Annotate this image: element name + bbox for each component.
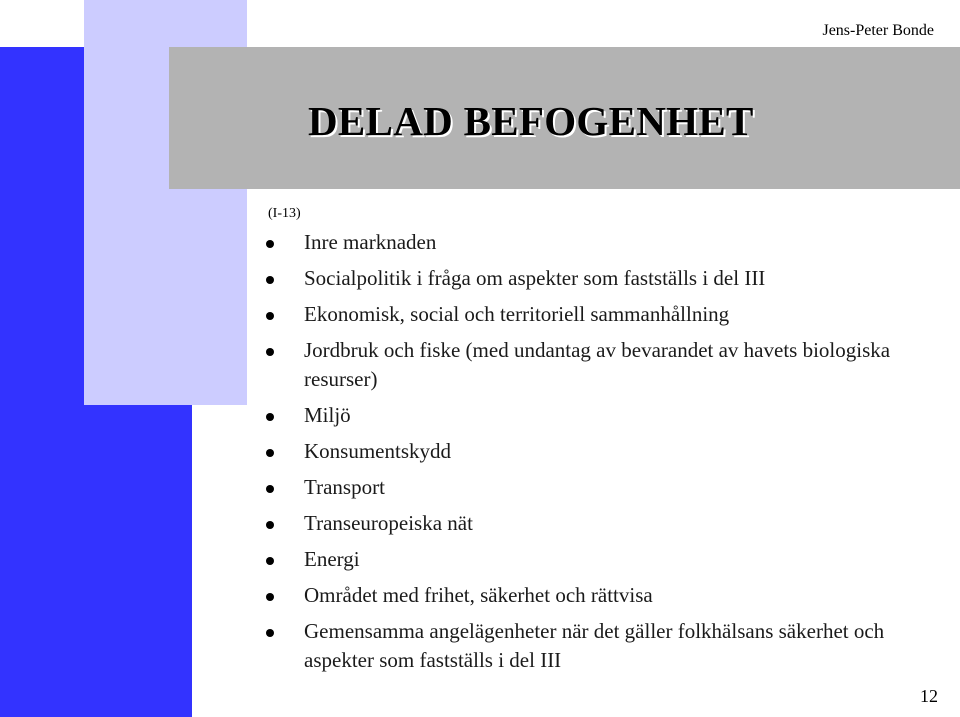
bullet-item	[262, 401, 922, 430]
bullet-item	[262, 264, 922, 293]
bullet-item	[262, 617, 922, 675]
slide-title: DELAD BEFOGENHET	[308, 98, 754, 144]
bullet-text: Jordbruk och fiske (med undantag av bevarandet av havets biologiska resurser)	[304, 338, 891, 391]
bullet-text: Transport	[304, 475, 385, 499]
bullet-text: Gemensamma angelägenheter när det gäller folkhälsans säkerhet och aspekter som fastställs i del III	[304, 619, 885, 672]
bullet-item	[262, 545, 922, 574]
bullet-icon	[266, 557, 274, 565]
bullet-text: Konsumentskydd	[304, 439, 451, 463]
page-number: 12	[920, 686, 938, 706]
reference-label: (I-13)	[268, 206, 301, 221]
bullet-text: Transeuropeiska nät	[304, 511, 473, 535]
bullet-icon	[266, 240, 274, 248]
bullet-icon	[266, 629, 274, 637]
bullet-text: Området med frihet, säkerhet och rättvisa	[304, 583, 653, 607]
bullet-item	[262, 509, 922, 538]
author-name: Jens-Peter Bonde	[822, 22, 934, 39]
bullet-text: Inre marknaden	[304, 230, 437, 254]
bullet-icon	[266, 276, 274, 284]
bullet-item	[262, 437, 922, 466]
bullet-text: Ekonomisk, social och territoriell sammanhållning	[304, 302, 730, 326]
bullet-item	[262, 473, 922, 502]
bullet-icon	[266, 312, 274, 320]
bullet-icon	[266, 413, 274, 421]
bullet-text: Miljö	[304, 403, 351, 427]
bullet-item	[262, 581, 922, 610]
bullet-icon	[266, 521, 274, 529]
bullet-icon	[266, 449, 274, 457]
bullet-list	[262, 228, 922, 682]
bullet-item	[262, 300, 922, 329]
bullet-item	[262, 336, 922, 394]
bullet-item	[262, 228, 922, 257]
bullet-text: Energi	[304, 547, 360, 571]
bullet-text: Socialpolitik i fråga om aspekter som fastställs i del III	[304, 266, 766, 290]
bullet-icon	[266, 485, 274, 493]
bullet-icon	[266, 348, 274, 356]
bullet-icon	[266, 593, 274, 601]
